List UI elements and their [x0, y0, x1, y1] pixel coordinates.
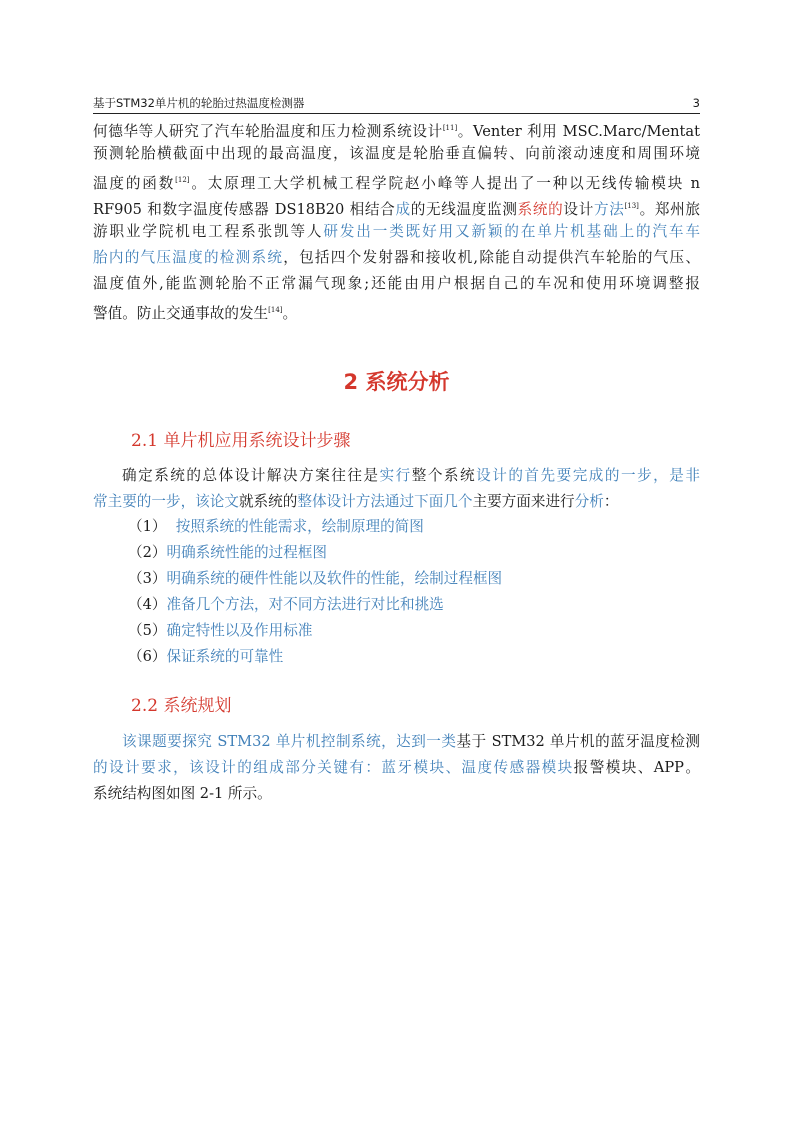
- text-line: 确定系统的总体设计解决方案往往是实行整个系统设计的首先要完成的一步，是非: [122, 467, 700, 484]
- header-title: 基于STM32单片机的轮胎过热温度检测器: [93, 96, 305, 110]
- list-item: （3）明确系统的硬件性能以及软件的性能，绘制过程框图: [128, 570, 503, 587]
- text-line: RF905 和数字温度传感器 DS18B20 相结合成的无线温度监测系统的设计方法[13]。郑州旅: [93, 201, 700, 218]
- citation-ref[interactable]: [11]: [442, 124, 458, 132]
- chapter-heading: 2 系统分析: [343, 370, 450, 394]
- list-item: （4）准备几个方法，对不同方法进行对比和挑选: [128, 596, 444, 613]
- system-plan-paragraph: [93, 729, 700, 807]
- text-line: 胎内的气压温度的检测系统，包括四个发射器和接收机,除能自动提供汽车轮胎的气压、: [93, 249, 700, 266]
- list-item: （6）保证系统的可靠性: [128, 648, 284, 665]
- text-line: 游职业学院机电工程系张凯等人研发出一类既好用又新颖的在单片机基础上的汽车车: [93, 223, 700, 240]
- text-line: 何德华等人研究了汽车轮胎温度和压力检测系统设计[11]。Venter 利用 MSC.Marc/Mentat: [93, 123, 700, 140]
- text-line: 系统结构图如图 2-1 所示。: [93, 785, 272, 802]
- intro-paragraph: [93, 115, 700, 323]
- text-line: 的设计要求，该设计的组成部分关键有：蓝牙模块、温度传感器模块报警模块、APP。: [93, 759, 700, 776]
- citation-ref[interactable]: [14]: [268, 306, 283, 314]
- steps-list: [128, 514, 688, 670]
- text-line: 预测轮胎横截面中出现的最高温度，该温度是轮胎垂直偏转、向前滚动速度和周围环境: [93, 145, 700, 162]
- text-line: 温度的函数[12]。太原理工大学机械工程学院赵小峰等人提出了一种以无线传输模块 n: [93, 175, 700, 192]
- page-number: 3: [692, 96, 700, 110]
- list-item: （1） 按照系统的性能需求，绘制原理的简图: [128, 518, 424, 535]
- text-line: 温度值外,能监测轮胎不正常漏气现象;还能由用户根据自己的车况和使用环境调整报: [93, 275, 700, 292]
- section-heading-2-2: 2.2 系统规划: [131, 696, 232, 716]
- running-header: [93, 95, 700, 114]
- design-steps-paragraph: [93, 463, 700, 515]
- list-item: （5）确定特性以及作用标准: [128, 622, 313, 639]
- text-line: 该课题要探究 STM32 单片机控制系统，达到一类基于 STM32 单片机的蓝牙温度检测: [122, 733, 700, 750]
- section-heading-2-1: 2.1 单片机应用系统设计步骤: [131, 431, 351, 451]
- citation-ref[interactable]: [13]: [624, 202, 639, 210]
- text-line: 警值。防止交通事故的发生[14]。: [93, 305, 298, 322]
- citation-ref[interactable]: [12]: [175, 176, 190, 184]
- text-line: 常主要的一步，该论文就系统的整体设计方法通过下面几个主要方面来进行分析：: [93, 493, 619, 510]
- list-item: （2）明确系统性能的过程框图: [128, 544, 328, 561]
